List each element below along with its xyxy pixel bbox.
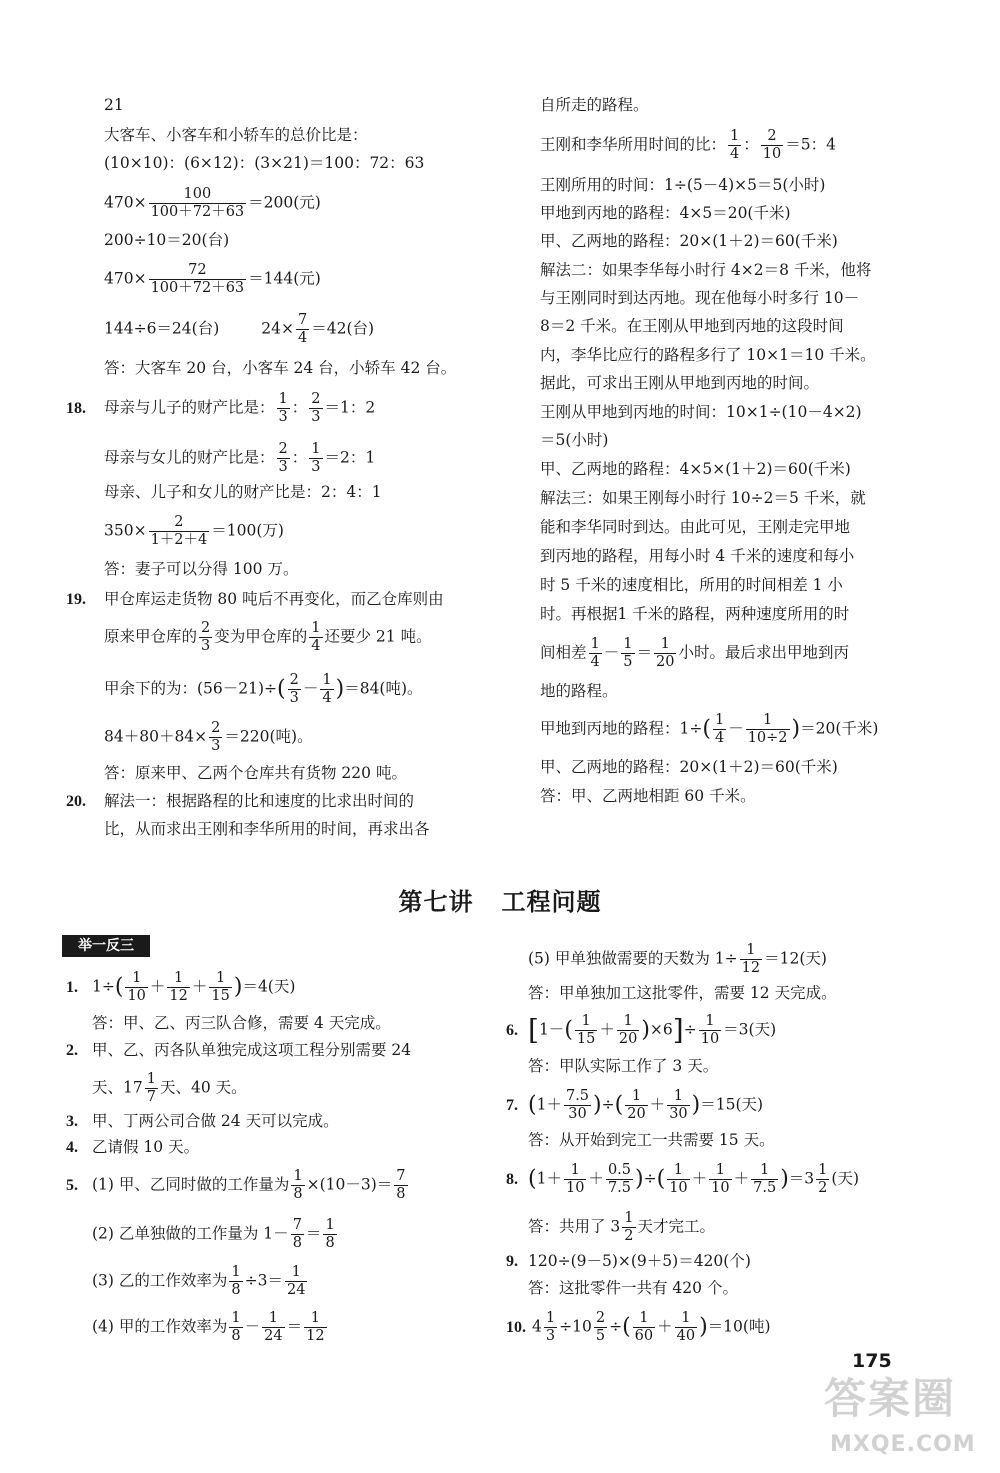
text-line: 自所走的路程。 <box>540 96 649 114</box>
fraction: $\frac{72}{100+72+63}$ <box>150 262 245 296</box>
fraction: $\frac{1}{10}$ <box>127 970 146 1004</box>
fraction: $\frac{1}{12}$ <box>169 970 188 1004</box>
equation-line: 间相差 $\frac{1}{4}$ － $\frac{1}{5}$ ＝ $\frac{1}{20}$ 小时。最后求出甲地到丙 <box>540 636 849 670</box>
answer-line: 答：妻子可以分得 100 万。 <box>104 560 299 578</box>
text-line: 据此，可求出王刚从甲地到丙地的时间。 <box>540 374 820 392</box>
question-number: 3. <box>66 1113 78 1130</box>
equation-line: (10×10)：(6×12)：(3×21)＝100：72：63 <box>104 154 425 172</box>
answer-line: 答：甲队实际工作了 3 天。 <box>528 1057 719 1075</box>
fraction: $\frac{0.5}{7.5}$ <box>607 1162 631 1196</box>
fraction: $\frac{2}{3}$ <box>278 441 288 475</box>
text-line: 大客车、小客车和小轿车的总价比是： <box>104 126 368 144</box>
answer-line: 答：原来甲、乙两个仓库共有货物 220 吨。 <box>104 764 407 782</box>
fraction: $\frac{1}{12}$ <box>741 942 761 976</box>
text-line: 8＝2 千米。在王刚从甲地到丙地的这段时间 <box>540 317 844 335</box>
equation-line: 王刚从甲地到丙地的时间：10×1÷(10－4×2) <box>540 403 862 421</box>
answer-line: 答：大客车 20 台，小客车 24 台，小轿车 42 台。 <box>104 359 457 377</box>
fraction: $\frac{1}{30}$ <box>669 1088 688 1122</box>
fraction: $\frac{7}{8}$ <box>292 1217 302 1251</box>
fraction: $\frac{1}{10}$ <box>669 1162 688 1196</box>
fraction: $\frac{1}{7.5}$ <box>753 1162 777 1196</box>
text-line: 到丙地的路程，用每小时 4 千米的速度和每小 <box>540 547 855 565</box>
question-number: 18. <box>66 399 86 417</box>
fraction: $\frac{1}{7}$ <box>146 1071 156 1105</box>
equation-line: 母亲与女儿的财产比是： $\frac{2}{3}$ ： $\frac{1}{3}$ ＝2：1 <box>104 441 376 475</box>
fraction: $\frac{7}{8}$ <box>396 1168 406 1202</box>
fraction: $\frac{1}{3}$ <box>311 441 321 475</box>
chapter-topic: 工程问题 <box>501 888 602 916</box>
fraction: $\frac{1}{3}$ <box>545 1310 556 1344</box>
question-number: 1. <box>66 978 78 996</box>
question-number: 10. <box>506 1318 526 1336</box>
answer-line: 答：甲单独加工这批零件，需要 12 天完成。 <box>528 984 837 1002</box>
answer-line: 答：从开始到完工一共需要 15 天。 <box>528 1131 775 1149</box>
fraction: $\frac{2}{5}$ <box>595 1310 606 1344</box>
equation-line: 甲、乙两地的路程：20×(1＋2)＝60(千米) <box>540 758 838 776</box>
fraction: $\frac{2}{3}$ <box>311 391 321 425</box>
fraction: $\frac{7.5}{30}$ <box>565 1088 590 1122</box>
equation-line: ＝5(小时) <box>540 431 609 449</box>
fraction: $\frac{1}{10}$ <box>700 1013 720 1047</box>
fraction: $\frac{1}{24}$ <box>286 1264 306 1298</box>
page-number: 175 <box>852 1350 892 1372</box>
question-9: 9. 120÷(9－5)×(9＋5)＝420(个) <box>506 1252 751 1270</box>
equation-line: (4) 甲的工作效率为 $\frac{1}{8}$ － $\frac{1}{24}$ ＝ $\frac{1}{12}$ <box>92 1310 325 1344</box>
equation-line: 甲、乙两地的路程：4×5×(1＋2)＝60(千米) <box>540 460 851 478</box>
fraction: $\frac{1}{12}$ <box>306 1310 325 1344</box>
watermark-url: MXQE.COM <box>830 1432 976 1457</box>
equation-line: 470× $\frac{72}{100+72+63}$ ＝144(元) <box>104 262 321 296</box>
fraction: $\frac{1}{8}$ <box>325 1217 335 1251</box>
question-10: 10. 4 $\frac{1}{3}$ ÷10 $\frac{2}{5}$ ÷( $\frac{1}{60}$ ＋ $\frac{1}{40}$ )＝10(吨) <box>506 1310 771 1344</box>
question-5: 5. (1) 甲、乙同时做的工作量为 $\frac{1}{8}$ ×(10－3)＝ $\frac{7}{8}$ <box>66 1168 406 1202</box>
question-number: 6. <box>506 1021 518 1039</box>
equation-line: 甲、乙两地的路程：20×(1＋2)＝60(千米) <box>540 232 838 250</box>
question-19: 19. 甲仓库运走货物 80 吨后不再变化，而乙仓库则由 <box>66 590 444 608</box>
fraction: $\frac{1}{20}$ <box>627 1088 646 1122</box>
fraction: $\frac{1}{4}$ <box>311 620 321 654</box>
question-number: 8. <box>506 1170 518 1188</box>
watermark-text: 答案圈 <box>824 1374 957 1423</box>
question-18: 18. 母亲与儿子的财产比是： $\frac{1}{3}$ ： $\frac{2}{3}$ ＝1：2 <box>66 391 376 425</box>
answer-line: 答：这批零件一共有 420 个。 <box>528 1279 738 1297</box>
section-tag: 举一反三 <box>62 935 150 957</box>
answer-line: 答：甲、乙两地相距 60 千米。 <box>540 787 756 805</box>
question-number: 9. <box>506 1253 518 1270</box>
question-number: 2. <box>66 1042 78 1059</box>
text-line: 母亲、儿子和女儿的财产比是：2：4：1 <box>104 483 382 501</box>
question-7: 7. (1＋ $\frac{7.5}{30}$ )÷( $\frac{1}{20}$ ＋ $\frac{1}{30}$ )＝15(天) <box>506 1088 764 1122</box>
question-1: 1. 1÷( $\frac{1}{10}$ ＋ $\frac{1}{12}$ ＋ $\frac{1}{15}$ )＝4(天) <box>66 970 296 1004</box>
fraction: $\frac{1}{4}$ <box>590 636 600 670</box>
question-6: 6. [1－( $\frac{1}{15}$ ＋ $\frac{1}{20}$ )×6]÷ $\frac{1}{10}$ ＝3(天) <box>506 1013 777 1047</box>
fraction: $\frac{1}{10}$ <box>565 1162 585 1196</box>
chapter-title <box>0 890 1000 914</box>
fraction: $\frac{2}{1+2+4}$ <box>150 514 208 548</box>
equation-line: 甲余下的为：(56－21)÷( $\frac{2}{3}$ － $\frac{1}{4}$ )＝84(吨)。 <box>104 672 423 706</box>
text-line: 21 <box>104 96 124 114</box>
text-line: 地的路程。 <box>540 682 618 700</box>
answer-line: 答：甲、乙、丙三队合修，需要 4 天完成。 <box>92 1014 391 1032</box>
fraction: $\frac{2}{3}$ <box>211 720 221 754</box>
fraction: $\frac{1}{8}$ <box>293 1168 303 1202</box>
fraction: $\frac{1}{2}$ <box>624 1210 634 1244</box>
equation-line: 84＋80＋84× $\frac{2}{3}$ ＝220(吨)。 <box>104 720 313 754</box>
fraction: $\frac{100}{100+72+63}$ <box>150 186 245 220</box>
fraction: $\frac{1}{15}$ <box>576 1013 596 1047</box>
fraction: $\frac{1}{4}$ <box>322 672 332 706</box>
question-number: 19. <box>66 591 86 608</box>
watermark-logo <box>820 1374 980 1466</box>
equation-line: (3) 乙的工作效率为 $\frac{1}{8}$ ÷3＝ $\frac{1}{24}$ <box>92 1264 306 1298</box>
fraction: $\frac{1}{8}$ <box>231 1310 241 1344</box>
text-line: 时 5 千米的速度相比，所用的时间相差 1 小 <box>540 576 843 594</box>
question-3: 3. 甲、丁两公司合做 24 天可以完成。 <box>66 1112 339 1130</box>
text-line: 能和李华同时到达。由此可见，王刚走完甲地 <box>540 518 851 536</box>
fraction: $\frac{1}{10}$ <box>711 1162 730 1196</box>
equation-line: 200÷10＝20(台) <box>104 231 230 249</box>
answer-line: 答：共用了 3 $\frac{1}{2}$ 天才完工。 <box>528 1210 716 1244</box>
fraction: $\frac{2}{10}$ <box>762 128 782 162</box>
question-number: 4. <box>66 1139 78 1156</box>
fraction: $\frac{1}{10\div 2}$ <box>747 712 788 746</box>
text-line: 解法三：如果王刚每小时行 10÷2＝5 千米，就 <box>540 489 866 507</box>
text-line: 天、17 $\frac{1}{7}$ 天、40 天。 <box>92 1071 247 1105</box>
fraction: $\frac{2}{3}$ <box>289 672 299 706</box>
fraction: $\frac{1}{3}$ <box>278 391 288 425</box>
fraction: $\frac{2}{3}$ <box>201 620 211 654</box>
fraction: $\frac{1}{15}$ <box>211 970 230 1004</box>
chapter-number: 第七讲 <box>398 888 474 916</box>
text-line: 与王刚同时到达丙地。现在他每小时多行 10－ <box>540 289 860 307</box>
fraction: $\frac{1}{20}$ <box>656 636 675 670</box>
equation-line: 470× $\frac{100}{100+72+63}$ ＝200(元) <box>104 186 321 220</box>
equation-line: 王刚所用的时间：1÷(5－4)×5＝5(小时) <box>540 176 826 194</box>
fraction: $\frac{1}{24}$ <box>264 1310 283 1344</box>
fraction: $\frac{1}{20}$ <box>618 1013 638 1047</box>
question-20: 20. 解法一：根据路程的比和速度的比求出时间的 <box>66 792 415 810</box>
question-number: 5. <box>66 1176 78 1194</box>
fraction: $\frac{1}{60}$ <box>634 1310 654 1344</box>
equation-line: 144÷6＝24(台) 24× $\frac{7}{4}$ ＝42(台) <box>104 312 375 346</box>
fraction: $\frac{1}{40}$ <box>676 1310 696 1344</box>
fraction: $\frac{1}{5}$ <box>623 636 633 670</box>
question-2: 2. 甲、乙、丙各队单独完成这项工程分别需要 24 <box>66 1041 412 1059</box>
fraction: $\frac{1}{4}$ <box>730 128 740 162</box>
text-line: 解法二：如果李华每小时行 4×2＝8 千米，他将 <box>540 261 872 279</box>
question-4: 4. 乙请假 10 天。 <box>66 1138 200 1156</box>
text-line: 时。再根据1 千米的路程，两种速度所用的时 <box>540 605 850 623</box>
text-line: 比，从而求出王刚和李华所用的时间，再求出各 <box>104 820 430 838</box>
question-number: 7. <box>506 1096 518 1114</box>
equation-line: (5) 甲单独做需要的天数为 1÷ $\frac{1}{12}$ ＝12(天) <box>528 942 827 976</box>
question-8: 8. (1＋ $\frac{1}{10}$ ＋ $\frac{0.5}{7.5}$ )÷( $\frac{1}{10}$ ＋ $\frac{1}{10}$ ＋ $\frac{1}{7.5}$ )＝3 $\frac{1}{2}$ (天) <box>506 1162 859 1196</box>
question-number: 20. <box>66 793 86 810</box>
fraction: $\frac{1}{8}$ <box>231 1264 241 1298</box>
equation-line: 王刚和李华所用时间的比： $\frac{1}{4}$ ： $\frac{2}{10}$ ＝5：4 <box>540 128 836 162</box>
fraction: $\frac{1}{2}$ <box>818 1162 828 1196</box>
equation-line: (2) 乙单独做的工作量为 1－ $\frac{7}{8}$ ＝ $\frac{1}{8}$ <box>92 1217 335 1251</box>
equation-line: 甲地到丙地的路程：1÷( $\frac{1}{4}$ － $\frac{1}{10\div 2}$ )＝20(千米) <box>540 712 879 746</box>
equation-line: 350× $\frac{2}{1+2+4}$ ＝100(万) <box>104 514 284 548</box>
fraction: $\frac{1}{4}$ <box>714 712 725 746</box>
text-line: 原来甲仓库的 $\frac{2}{3}$ 变为甲仓库的 $\frac{1}{4}$ 还要少 21 吨。 <box>104 620 432 654</box>
equation-line: 甲地到丙地的路程：4×5＝20(千米) <box>540 204 791 222</box>
text-line: 内，李华比应行的路程多行了 10×1＝10 千米。 <box>540 346 876 364</box>
fraction: $\frac{7}{4}$ <box>297 312 308 346</box>
